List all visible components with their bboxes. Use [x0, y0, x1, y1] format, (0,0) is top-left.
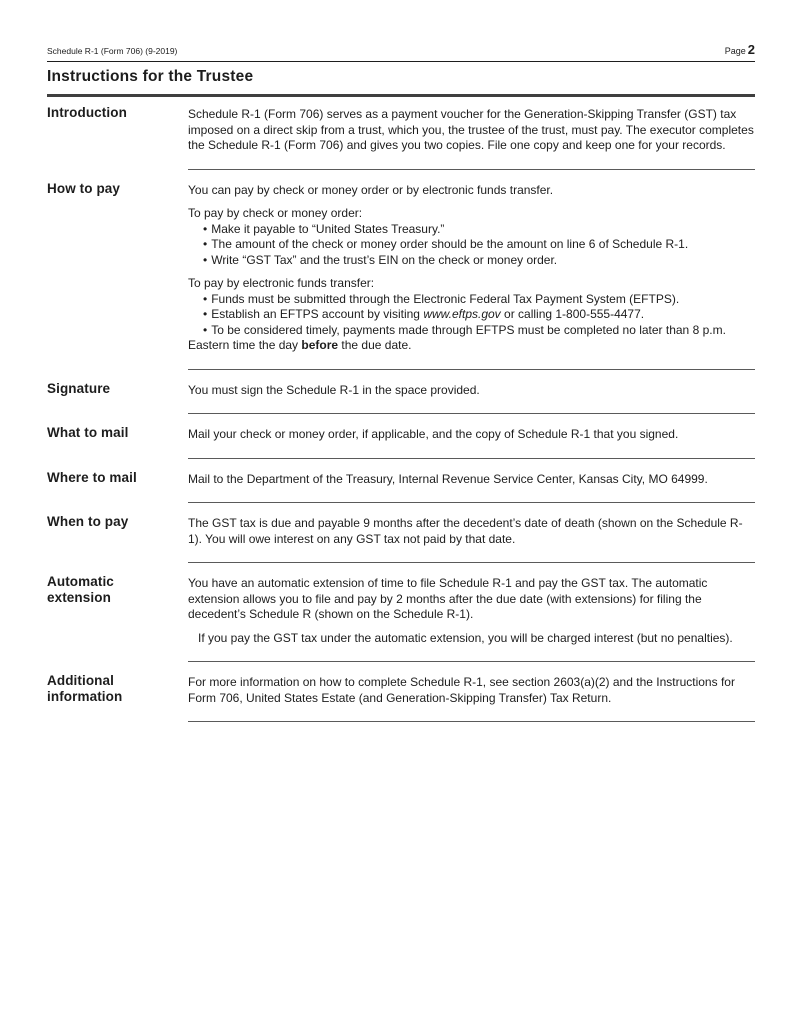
section-automatic-extension	[47, 576, 755, 646]
bullet-icon: •	[203, 237, 208, 251]
section-content	[188, 472, 755, 488]
eft-heading: To pay by electronic funds transfer:	[188, 276, 375, 290]
check-payment-group	[188, 206, 755, 268]
section-when-to-pay	[47, 516, 755, 547]
check-heading: To pay by check or money order:	[188, 206, 363, 220]
section-content	[188, 183, 755, 354]
bullet-text: the due date.	[338, 338, 412, 352]
bullet-text: To be considered timely, payments made through EFTPS must be completed no later than 8 p.m. Eastern time the day	[188, 322, 726, 352]
section-body: Mail your check or money order, if applicable, and the copy of Schedule R-1 that you signed.	[188, 427, 679, 441]
section-introduction	[47, 107, 755, 154]
title-rule	[47, 94, 755, 97]
section-additional-information	[47, 675, 755, 706]
bullet-item	[188, 323, 755, 354]
section-divider	[188, 502, 755, 503]
section-signature	[47, 380, 755, 399]
section-content	[188, 516, 755, 547]
section-body: Schedule R-1 (Form 706) serves as a payment voucher for the Generation-Skipping Transfer (GST) tax imposed on a direct skip from a trust, which you, the trustee of the trust, must pay. The executor completes the Schedule R-1 (Form 706) and gives you two copies. File one copy and keep one for your records.	[188, 107, 754, 152]
section-body: For more information on how to complete Schedule R-1, see section 2603(a)(2) and the Instructions for Form 706, United States Estate (and Generation-Skipping Transfer) Tax Return.	[188, 675, 735, 705]
how-to-pay-intro: You can pay by check or money order or by electronic funds transfer.	[188, 182, 554, 197]
bullet-text: or calling 1-800-555-4477.	[500, 307, 645, 321]
section-content	[188, 383, 755, 399]
eft-payment-group	[188, 276, 755, 354]
section-body: You have an automatic extension of time to file Schedule R-1 and pay the GST tax. The automatic extension allows you to file and pay by 2 months after the due date (with extensions) for filing the decedent’s Schedule R (shown on the Schedule R-1).	[188, 576, 708, 621]
bullet-text: Make it payable to “United States Treasury.”	[211, 221, 445, 236]
bullet-item	[188, 237, 755, 253]
section-where-to-mail	[47, 469, 755, 488]
bullet-item	[188, 307, 755, 323]
section-content	[188, 576, 755, 646]
section-label: How to pay	[47, 180, 121, 196]
section-divider	[188, 562, 755, 563]
section-body: You must sign the Schedule R-1 in the space provided.	[188, 382, 480, 397]
bullet-icon: •	[203, 291, 208, 306]
section-how-to-pay	[47, 180, 755, 354]
section-label: Introduction	[47, 105, 127, 120]
section-divider	[188, 458, 755, 459]
section-label: Automatic extension	[47, 574, 114, 605]
bullet-text: Write “GST Tax” and the trust’s EIN on the check or money order.	[211, 252, 558, 267]
bullet-item	[188, 253, 755, 269]
section-label: What to mail	[47, 425, 129, 440]
bullet-icon: •	[203, 322, 208, 337]
bullet-text: Establish an EFTPS account by visiting	[211, 307, 424, 321]
emphasis-before: before	[301, 338, 339, 352]
section-divider	[188, 413, 755, 414]
page-number: 2	[747, 42, 755, 57]
section-body: The GST tax is due and payable 9 months after the decedent’s date of death (shown on the Schedule R-1). You will owe interest on any GST tax not paid by that date.	[188, 516, 743, 546]
page-indicator	[725, 44, 755, 57]
section-label: When to pay	[47, 514, 129, 529]
section-divider	[188, 169, 755, 170]
section-body: Mail to the Department of the Treasury, Internal Revenue Service Center, Kansas City, MO 64999.	[188, 471, 708, 486]
section-divider	[188, 721, 755, 722]
bullet-item	[188, 292, 755, 308]
bullet-text: The amount of the check or money order should be the amount on line 6 of Schedule R-1.	[211, 237, 689, 251]
document-header	[47, 44, 755, 62]
page-label: Page	[724, 46, 746, 56]
form-id: Schedule R-1 (Form 706) (9-2019)	[47, 46, 178, 56]
section-label: Where to mail	[47, 469, 137, 485]
bullet-item	[188, 222, 755, 238]
page-title: Instructions for the Trustee	[47, 68, 254, 85]
bullet-text: Funds must be submitted through the Electronic Federal Tax Payment System (EFTPS).	[211, 291, 680, 306]
section-label: Signature	[47, 380, 111, 396]
section-body: If you pay the GST tax under the automatic extension, you will be charged interest (but no penalties).	[198, 630, 733, 645]
eftps-url: www.eftps.gov	[423, 307, 501, 321]
section-divider	[188, 369, 755, 370]
section-content	[188, 675, 755, 706]
section-content	[188, 427, 755, 443]
bullet-icon: •	[203, 221, 208, 236]
section-label: Additional information	[47, 673, 123, 704]
bullet-icon: •	[203, 252, 208, 267]
bullet-icon: •	[203, 307, 208, 321]
section-what-to-mail	[47, 427, 755, 443]
section-divider	[188, 661, 755, 662]
section-content	[188, 107, 755, 154]
